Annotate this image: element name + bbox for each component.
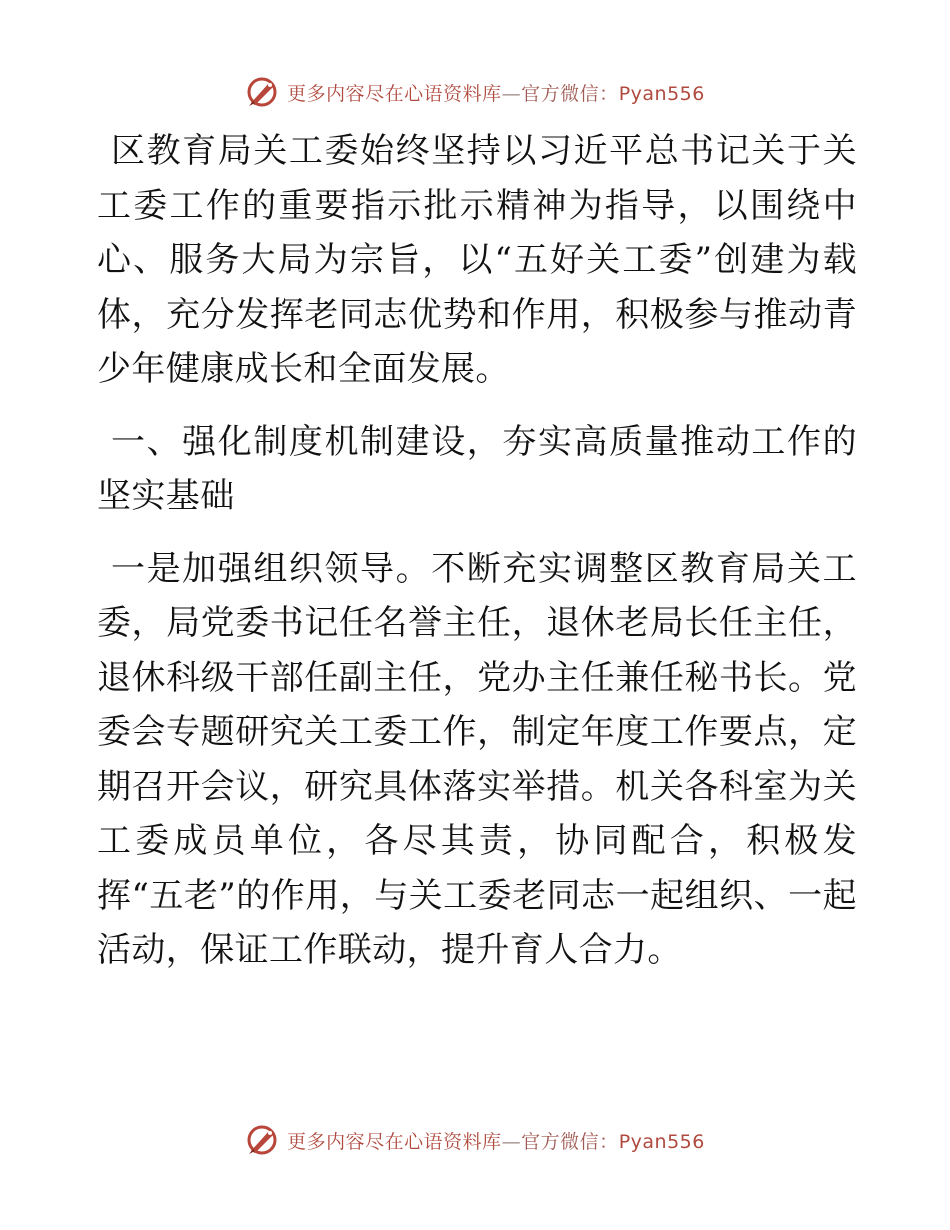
document-body: [97, 124, 857, 978]
intro-paragraph: 区教育局关工委始终坚持以习近平总书记关于关工委工作的重要指示批示精神为指导，以围绕中心、服务大局为宗旨，以“五好关工委”创建为载体，充分发挥老同志优势和作用，积极参与推动青少年健康成长和全面发展。: [97, 131, 857, 389]
watermark-official-label: 官方微信：: [521, 82, 619, 105]
watermark-text: [287, 1127, 705, 1154]
watermark-wechat-id: Pyan556: [618, 82, 705, 105]
watermark-footer: [0, 1120, 950, 1160]
pen-logo-icon: [245, 1123, 279, 1157]
watermark-separator: —: [501, 1130, 522, 1153]
watermark-separator: —: [501, 82, 522, 105]
pen-logo-icon: [245, 75, 279, 109]
section-heading: 一、强化制度机制建设，夯实高质量推动工作的坚实基础: [97, 421, 857, 516]
watermark-official-label: 官方微信：: [521, 1130, 619, 1153]
section-paragraph: 一是加强组织领导。不断充实调整区教育局关工委，局党委书记任名誉主任，退休老局长任主任，退休科级干部任副主任，党办主任兼任秘书长。党委会专题研究关工委工作，制定年度工作要点，定期召开会议，研究具体落实举措。机关各科室为关工委成员单位，各尽其责，协同配合，积极发挥“五老”的作用，与关工委老同志一起组织、一起活动，保证工作联动，提升育人合力。: [97, 548, 857, 970]
watermark-text: [287, 79, 705, 106]
watermark-site-text: 更多内容尽在心语资料库: [287, 82, 502, 105]
watermark-header: [0, 72, 950, 112]
watermark-site-text: 更多内容尽在心语资料库: [287, 1130, 502, 1153]
watermark-wechat-id: Pyan556: [618, 1130, 705, 1153]
